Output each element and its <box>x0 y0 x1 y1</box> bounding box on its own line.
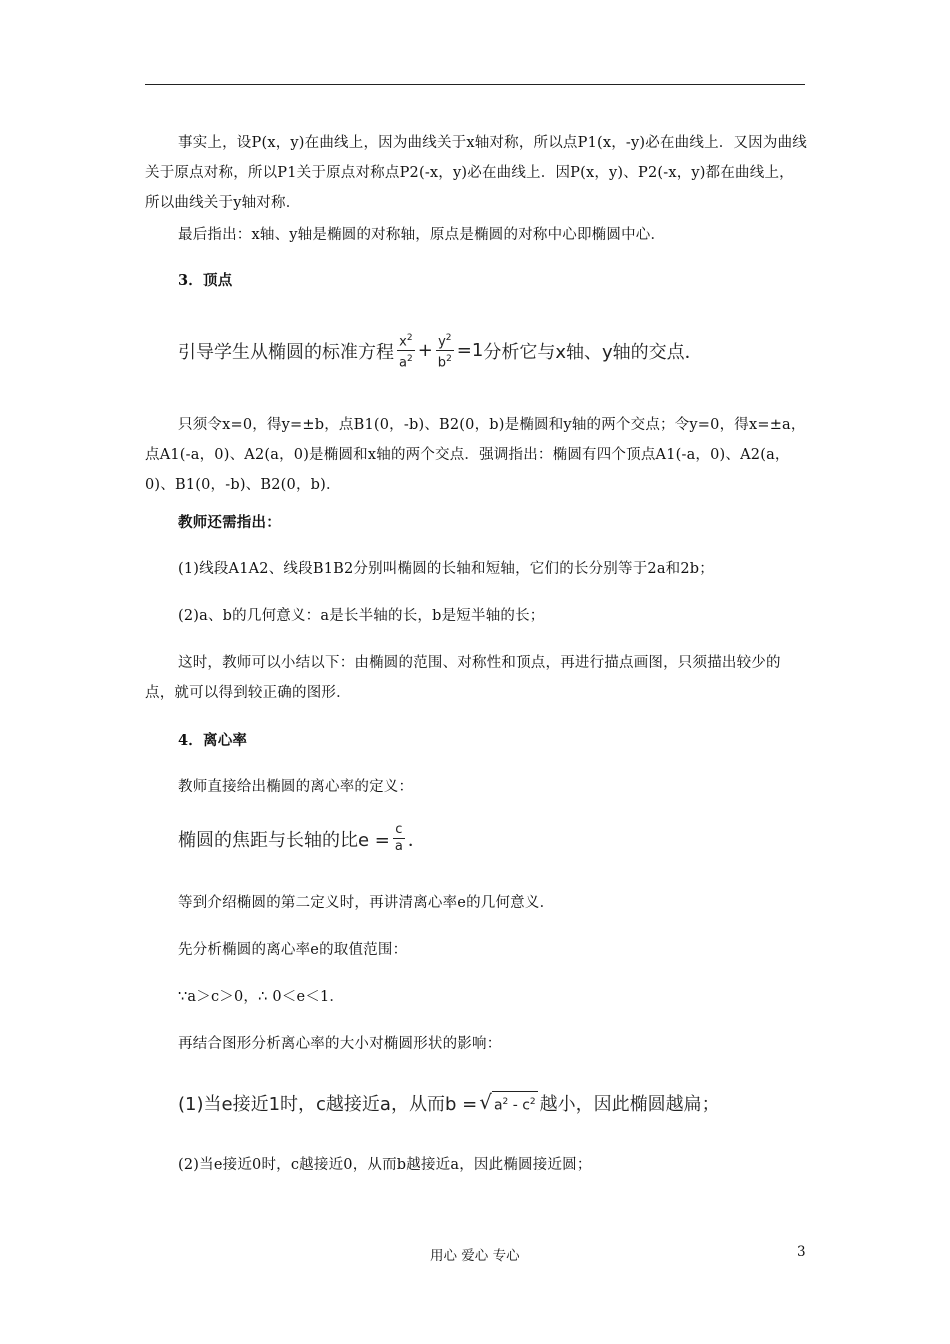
equation-eccentricity <box>178 822 426 855</box>
paragraph-eccentricity-near-zero: (2)当e接近0时，c越接近0，从而b越接近a，因此椭圆接近圆； <box>178 1157 592 1173</box>
equals-one: =1 <box>456 340 484 362</box>
paragraph-shape-influence: 再结合图形分析离心率的大小对椭圆形状的影响： <box>178 1036 502 1052</box>
paragraph-range-inequality: ∵a＞c＞0，∴ 0＜e＜1． <box>178 989 345 1005</box>
paragraph-summary: 这时，教师可以小结以下：由椭圆的范围、对称性和顶点，再进行描点画图，只须描出较少的点，就可以得到较正确的图形． <box>145 655 781 701</box>
eccentricity-prefix: 椭圆的焦距与长轴的比e = <box>178 829 390 851</box>
paragraph-geometric-meaning: (2)a、b的几何意义：a是长半轴的长，b是短半轴的长； <box>178 608 545 624</box>
equation-suffix: 分析它与x轴、y轴的交点． <box>483 341 703 363</box>
page-number: 3 <box>797 1244 806 1260</box>
paragraph-definition-intro: 教师直接给出椭圆的离心率的定义： <box>178 779 414 795</box>
heading-teacher-notes: 教师还需指出： <box>178 514 281 531</box>
heading-vertices: 3．顶点 <box>178 272 233 289</box>
paragraph-symmetry-proof: 事实上，设P(x，y)在曲线上，因为曲线关于x轴对称，所以点P1(x，-y)必在曲线上．又因为曲线关于原点对称，所以P1关于原点对称点P2(-x，y)必在曲线上．因P(x，y)、P2(-x，y)都在曲线上，所以曲线关于y轴对称． <box>145 135 807 211</box>
equation-eccentricity-near-one <box>178 1090 720 1116</box>
fraction-c-over-a: $\frac{c}{a}$ <box>394 822 403 854</box>
paragraph-intersections: 只须令x=0，得y=±b，点B1(0，-b)、B2(0，b)是椭圆和y轴的两个交点；令y=0，得x=±a，点A1(-a，0)、A2(a，0)是椭圆和x轴的两个交点．强调指出：椭圆有四个顶点A1(-a，0)、A2(a，0)、B1(0，-b)、B2(0，b)． <box>145 417 806 493</box>
paragraph-axis-conclusion: 最后指出：x轴、y轴是椭圆的对称轴，原点是椭圆的对称中心即椭圆中心． <box>178 227 666 243</box>
eccentricity-suffix: ． <box>407 829 426 851</box>
plus-sign: + <box>417 340 433 362</box>
equation-standard-form <box>178 330 703 372</box>
fraction-y-over-b: $\frac{y^2}{b^2}$ <box>437 333 452 371</box>
header-rule <box>145 84 805 85</box>
near-one-suffix: 越小，因此椭圆越扁； <box>539 1094 720 1115</box>
near-one-prefix: (1)当e接近1时，c越接近a，从而b = <box>178 1094 478 1115</box>
paragraph-second-definition: 等到介绍椭圆的第二定义时，再讲清离心率e的几何意义． <box>178 895 555 911</box>
paragraph-major-minor-axis: (1)线段A1A2、线段B1B2分别叫椭圆的长轴和短轴，它们的长分别等于2a和2b； <box>178 561 714 577</box>
equation-prefix: 引导学生从椭圆的标准方程 <box>178 341 394 363</box>
footer-slogan: 用心 爱心 专心 <box>430 1248 520 1264</box>
paragraph-range-intro: 先分析椭圆的离心率e的取值范围： <box>178 942 408 958</box>
heading-eccentricity: 4．离心率 <box>178 732 248 749</box>
square-root: √ $a^2 - c^2$ <box>479 1089 536 1114</box>
fraction-x-over-a: $\frac{x^2}{a^2}$ <box>399 333 413 371</box>
